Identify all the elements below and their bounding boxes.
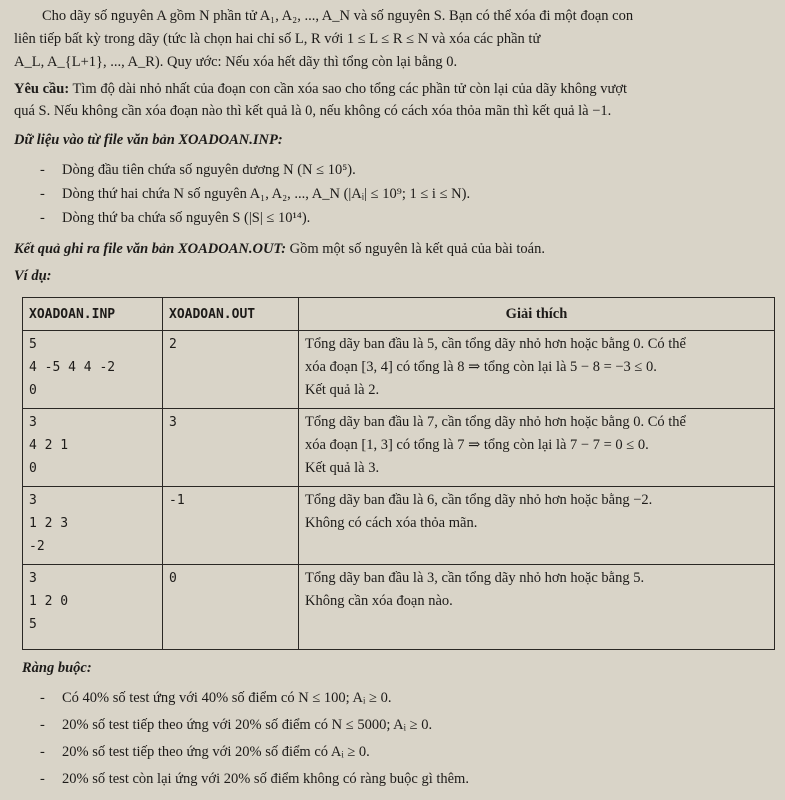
table-row: [23, 487, 775, 565]
row-2-explain: Tổng dãy ban đầu là 7, cần tổng dãy nhỏ hơn hoặc bằng 0. Có thể xóa đoạn [1, 3] có tổng là 7 ⇒ tổng còn lại là 7 − 7 = 0 ≤ 0. Kết quả là 3.: [299, 409, 775, 487]
constraints-label: Ràng buộc:: [22, 660, 92, 676]
output-label: Kết quả ghi ra file văn bản XOADOAN.OUT:: [14, 241, 287, 257]
table-row: [23, 331, 775, 409]
table-row: [23, 409, 775, 487]
constraint-item-2: - 20% số test tiếp theo ứng với 20% số điểm có N ≤ 5000; Aᵢ ≥ 0.: [40, 717, 433, 733]
requirement-line-1: [14, 79, 775, 100]
row-4-explain: Tổng dãy ban đầu là 3, cần tổng dãy nhỏ hơn hoặc bằng 5. Không cần xóa đoạn nào.: [299, 565, 775, 650]
constraint-item-2-text: 20% số test tiếp theo ứng với 20% số điểm có N ≤ 5000; Aᵢ ≥ 0.: [62, 717, 433, 733]
row-2-out: 3: [163, 409, 299, 487]
example-label: Ví dụ:: [14, 268, 52, 284]
row-4-out: 0: [163, 565, 299, 650]
row-3-inp: 3 1 2 3 -2: [23, 487, 163, 565]
requirement-text-1: Tìm độ dài nhỏ nhất của đoạn con cần xóa sao cho tổng các phần tử còn lại của dãy không vượt: [69, 81, 628, 97]
output-line: [14, 239, 775, 260]
table-header-row: [23, 298, 775, 331]
input-item-3-text: Dòng thứ ba chứa số nguyên S (|S| ≤ 10¹⁴).: [62, 210, 311, 226]
requirement-label: Yêu cầu:: [14, 81, 70, 97]
row-1-explain: Tổng dãy ban đầu là 5, cần tổng dãy nhỏ hơn hoặc bằng 0. Có thể xóa đoạn [3, 4] có tổng là 8 ⇒ tổng còn lại là 5 − 8 = −3 ≤ 0. Kết quả là 2.: [299, 331, 775, 409]
input-item-2: - Dòng thứ hai chứa N số nguyên A₁, A₂, ..., A_N (|Aᵢ| ≤ 10⁹; 1 ≤ i ≤ N).: [40, 186, 471, 202]
constraint-item-4-text: 20% số test còn lại ứng với 20% số điểm không có ràng buộc gì thêm.: [62, 771, 469, 787]
input-item-1-text: Dòng đầu tiên chứa số nguyên dương N (N ≤ 10⁵).: [62, 162, 356, 178]
table-row: [23, 565, 775, 650]
constraint-item-1-text: Có 40% số test ứng với 40% số điểm có N ≤ 100; Aᵢ ≥ 0.: [62, 690, 392, 706]
constraint-item-3: - 20% số test tiếp theo ứng với 20% số điểm có Aᵢ ≥ 0.: [40, 744, 370, 760]
input-label: Dữ liệu vào từ file văn bản XOADOAN.INP:: [14, 132, 283, 148]
output-text: Gồm một số nguyên là kết quả của bài toán.: [286, 241, 545, 257]
input-item-2-text: Dòng thứ hai chứa N số nguyên A₁, A₂, ..., A_N (|Aᵢ| ≤ 10⁹; 1 ≤ i ≤ N).: [62, 186, 471, 202]
row-2-inp: 3 4 2 1 0: [23, 409, 163, 487]
header-inp: XOADOAN.INP: [23, 298, 163, 331]
example-table: [22, 297, 775, 650]
requirement-line-2: quá S. Nếu không cần xóa đoạn nào thì kết quả là 0, nếu không có cách xóa thỏa mãn thì kết quả là −1.: [14, 103, 612, 119]
intro-line-3: A_L, A_{L+1}, ..., A_R). Quy ước: Nếu xóa hết dãy thì tổng còn lại bằng 0.: [14, 54, 458, 70]
intro-line-2: liên tiếp bất kỳ trong dãy (tức là chọn hai chỉ số L, R với 1 ≤ L ≤ R ≤ N và xóa các phần tử: [14, 31, 541, 47]
row-1-out: 2: [163, 331, 299, 409]
row-1-inp: 5 4 -5 4 4 -2 0: [23, 331, 163, 409]
constraint-item-3-text: 20% số test tiếp theo ứng với 20% số điểm có Aᵢ ≥ 0.: [62, 744, 370, 760]
header-explain: Giải thích: [299, 298, 775, 331]
constraint-item-4: - 20% số test còn lại ứng với 20% số điểm không có ràng buộc gì thêm.: [40, 771, 469, 787]
row-3-out: -1: [163, 487, 299, 565]
header-out: XOADOAN.OUT: [163, 298, 299, 331]
row-3-explain: Tổng dãy ban đầu là 6, cần tổng dãy nhỏ hơn hoặc bằng −2. Không có cách xóa thỏa mãn.: [299, 487, 775, 565]
input-item-3: - Dòng thứ ba chứa số nguyên S (|S| ≤ 10¹⁴).: [40, 210, 311, 226]
row-4-inp: 3 1 2 0 5: [23, 565, 163, 650]
input-item-1: - Dòng đầu tiên chứa số nguyên dương N (N ≤ 10⁵).: [40, 162, 356, 178]
constraint-item-1: - Có 40% số test ứng với 40% số điểm có N ≤ 100; Aᵢ ≥ 0.: [40, 690, 392, 706]
intro-line-1: Cho dãy số nguyên A gồm N phần tử A₁, A₂, ..., A_N và số nguyên S. Bạn có thể xóa đi một đoạn con: [42, 8, 634, 24]
